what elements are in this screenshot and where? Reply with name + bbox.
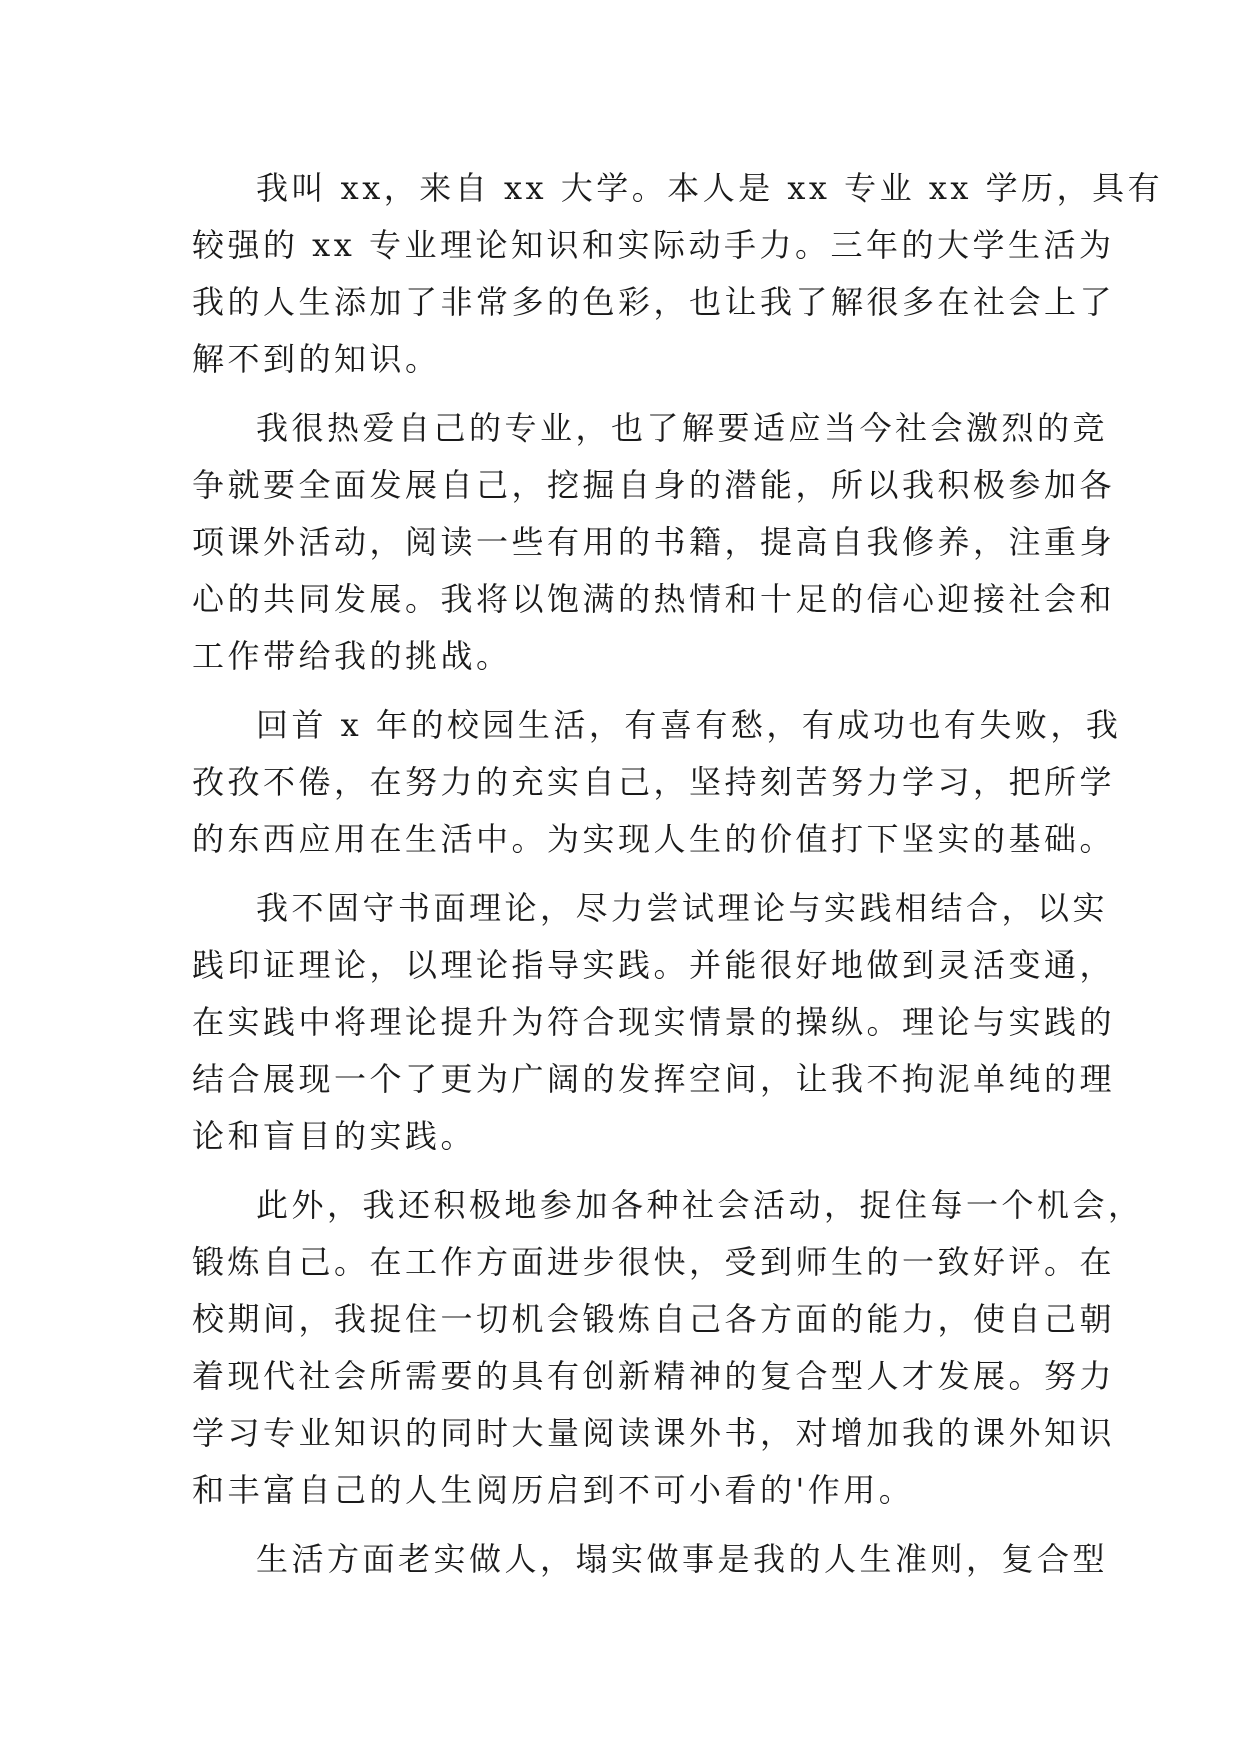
paragraph-line: 心的共同发展。我将以饱满的热情和十足的信心迎接社会和 [192,580,1116,618]
paragraph-line: 我的人生添加了非常多的色彩，也让我了解很多在社会上了 [192,283,1116,321]
paragraph-line: 孜孜不倦，在努力的充实自己，坚持刻苦努力学习，把所学 [192,763,1116,801]
paragraph-first-line: 生活方面老实做人，塌实做事是我的人生准则，复合型 [256,1540,1109,1578]
paragraph-first-line: 我叫 xx，来自 xx 大学。本人是 xx 专业 xx 学历，具有 [256,169,1164,207]
paragraph-line: 的东西应用在生活中。为实现人生的价值打下坚实的基础。 [192,820,1116,858]
paragraph-line: 锻炼自己。在工作方面进步很快，受到师生的一致好评。在 [192,1243,1116,1281]
paragraph-line: 项课外活动，阅读一些有用的书籍，提高自我修养，注重身 [192,523,1116,561]
paragraph-line: 解不到的知识。 [192,340,441,378]
paragraph-line: 论和盲目的实践。 [192,1117,477,1155]
paragraph-line: 校期间，我捉住一切机会锻炼自己各方面的能力，使自己朝 [192,1300,1116,1338]
paragraph-first-line: 此外，我还积极地参加各种社会活动，捉住每一个机会， [256,1186,1144,1224]
paragraph-line: 工作带给我的挑战。 [192,637,512,675]
paragraph-line: 较强的 xx 专业理论知识和实际动手力。三年的大学生活为 [192,226,1115,264]
paragraph-line: 争就要全面发展自己，挖掘自身的潜能，所以我积极参加各 [192,466,1116,504]
paragraph-first-line: 我很热爱自己的专业，也了解要适应当今社会激烈的竞 [256,409,1109,447]
paragraph-line: 践印证理论，以理论指导实践。并能很好地做到灵活变通， [192,946,1116,984]
paragraph-line: 学习专业知识的同时大量阅读课外书，对增加我的课外知识 [192,1414,1116,1452]
paragraph-first-line: 我不固守书面理论，尽力尝试理论与实践相结合，以实 [256,889,1109,927]
paragraph-line: 着现代社会所需要的具有创新精神的复合型人才发展。努力 [192,1357,1116,1395]
paragraph-first-line: 回首 x 年的校园生活，有喜有愁，有成功也有失败，我 [256,706,1122,744]
paragraph-line: 和丰富自己的人生阅历启到不可小看的'作用。 [192,1471,915,1509]
paragraph-line: 结合展现一个了更为广阔的发挥空间，让我不拘泥单纯的理 [192,1060,1116,1098]
paragraph-line: 在实践中将理论提升为符合现实情景的操纵。理论与实践的 [192,1003,1116,1041]
